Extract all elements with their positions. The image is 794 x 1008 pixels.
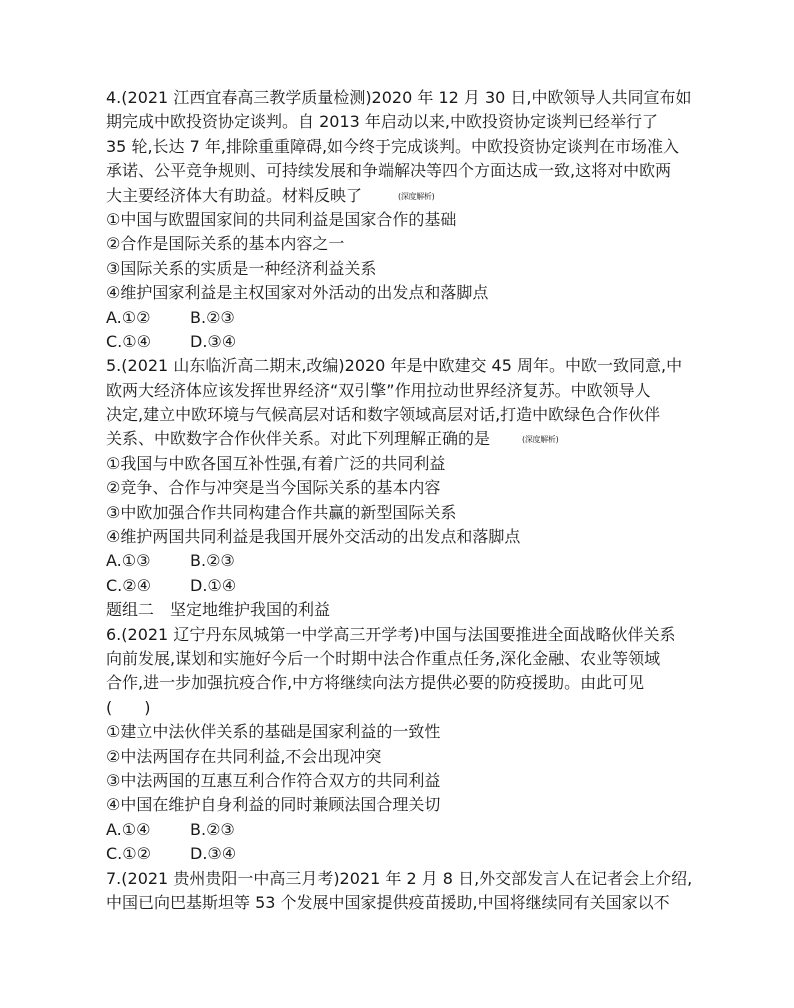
q6-item-1: ①建立中法伙伴关系的基础是国家利益的一致性 bbox=[106, 722, 441, 742]
q4-option-b: B.②③ bbox=[190, 307, 235, 327]
q5-option-b: B.②③ bbox=[190, 551, 235, 571]
q4-stem-line-2: 期完成中欧投资协定谈判。自 2013 年启动以来,中欧投资协定谈判已经举行了 bbox=[106, 112, 658, 132]
q4-stem-line-4: 承诺、公平竞争规则、可持续发展和争端解决等四个方面达成一致,这将对中欧两 bbox=[106, 161, 672, 181]
document-content bbox=[106, 86, 693, 915]
q6-item-3: ③中法两国的互惠互利合作符合双方的共同利益 bbox=[106, 770, 441, 790]
q5-options-row-1 bbox=[106, 549, 676, 573]
q6-option-a: A.①④ bbox=[106, 819, 151, 839]
q6-option-d: D.③④ bbox=[190, 844, 237, 864]
q5-stem-line-1: 5.(2021 山东临沂高二期末,改编)2020 年是中欧建交 45 周年。中欧一致同意,中 bbox=[106, 356, 683, 376]
q4-option-d: D.③④ bbox=[190, 331, 237, 351]
q5-item-4: ④维护两国共同利益是我国开展外交活动的出发点和落脚点 bbox=[106, 527, 521, 547]
q6-option-c: C.①② bbox=[106, 844, 151, 864]
q7-stem-line-2: 中国已向巴基斯坦等 53 个发展中国家提供疫苗援助,中国将继续同有关国家以不 bbox=[106, 892, 670, 912]
q4-option-c: C.①④ bbox=[106, 331, 151, 351]
q4-stem-line-5 bbox=[106, 184, 676, 208]
q6-item-2: ②中法两国存在共同利益,不会出现冲突 bbox=[106, 746, 382, 766]
group-2-heading: 题组二 坚定地维护我国的利益 bbox=[106, 600, 331, 620]
q6-options-row-2 bbox=[106, 842, 676, 866]
q5-stem-line-4 bbox=[106, 427, 676, 451]
q5-stem-line-3: 决定,建立中欧环境与气候高层对话和数字领域高层对话,打造中欧绿色合作伙伴 bbox=[106, 405, 661, 425]
q4-stem-line-1: 4.(2021 江西宜春高三教学质量检测)2020 年 12 月 30 日,中欧领导人共同宣布如 bbox=[106, 88, 692, 107]
q4-option-a: A.①② bbox=[106, 307, 151, 327]
q6-item-4: ④中国在维护自身利益的同时兼顾法国合理关切 bbox=[106, 795, 441, 815]
q5-option-a: A.①③ bbox=[106, 551, 151, 571]
question-6 bbox=[106, 623, 676, 867]
q6-options-row-1 bbox=[106, 818, 676, 842]
q4-analysis-tag: (深度解析) bbox=[398, 191, 435, 201]
question-4 bbox=[106, 86, 692, 354]
q5-analysis-tag: (深度解析) bbox=[522, 435, 559, 445]
q6-answer-blank: ( ) bbox=[106, 697, 151, 717]
q4-item-3: ③国际关系的实质是一种经济利益关系 bbox=[106, 258, 377, 278]
q5-item-2: ②竞争、合作与冲突是当今国际关系的基本内容 bbox=[106, 478, 441, 498]
q4-stem-text: 大主要经济体大有助益。材料反映了 bbox=[106, 185, 363, 205]
q4-options-row-2 bbox=[106, 330, 676, 354]
q4-item-1: ①中国与欧盟国家间的共同利益是国家合作的基础 bbox=[106, 209, 457, 229]
q7-stem-line-1: 7.(2021 贵州贵阳一中高三月考)2021 年 2 月 8 日,外交部发言人在记者会上介绍, bbox=[106, 868, 693, 888]
q5-item-1: ①我国与中欧各国互补性强,有着广泛的共同利益 bbox=[106, 453, 446, 473]
q6-stem-line-2: 向前发展,谋划和实施好今后一个时期中法合作重点任务,深化金融、农业等领域 bbox=[106, 648, 661, 668]
q4-options-row-1 bbox=[106, 306, 676, 330]
q5-option-c: C.②④ bbox=[106, 575, 151, 595]
q4-item-2: ②合作是国际关系的基本内容之一 bbox=[106, 234, 345, 254]
question-5 bbox=[106, 354, 683, 598]
q5-options-row-2 bbox=[106, 574, 676, 598]
q4-stem-line-3: 35 轮,长达 7 年,排除重重障碍,如今终于完成谈判。中欧投资协定谈判在市场准入 bbox=[106, 136, 680, 156]
q5-stem-line-2: 欧两大经济体应该发挥世界经济“双引擎”作用拉动世界经济复苏。中欧领导人 bbox=[106, 380, 651, 400]
q6-stem-line-1: 6.(2021 辽宁丹东凤城第一中学高三开学考)中国与法国要推进全面战略伙伴关系 bbox=[106, 624, 676, 644]
q6-option-b: B.②③ bbox=[190, 819, 235, 839]
q4-item-4: ④维护国家利益是主权国家对外活动的出发点和落脚点 bbox=[106, 283, 489, 303]
q5-stem-text: 关系、中欧数字合作伙伴关系。对此下列理解正确的是 bbox=[106, 429, 491, 449]
q5-item-3: ③中欧加强合作共同构建合作共赢的新型国际关系 bbox=[106, 502, 457, 522]
q5-option-d: D.①④ bbox=[190, 575, 237, 595]
question-7 bbox=[106, 867, 693, 916]
q6-stem-line-3: 合作,进一步加强抗疫合作,中方将继续向法方提供必要的防疫援助。由此可见 bbox=[106, 673, 645, 693]
